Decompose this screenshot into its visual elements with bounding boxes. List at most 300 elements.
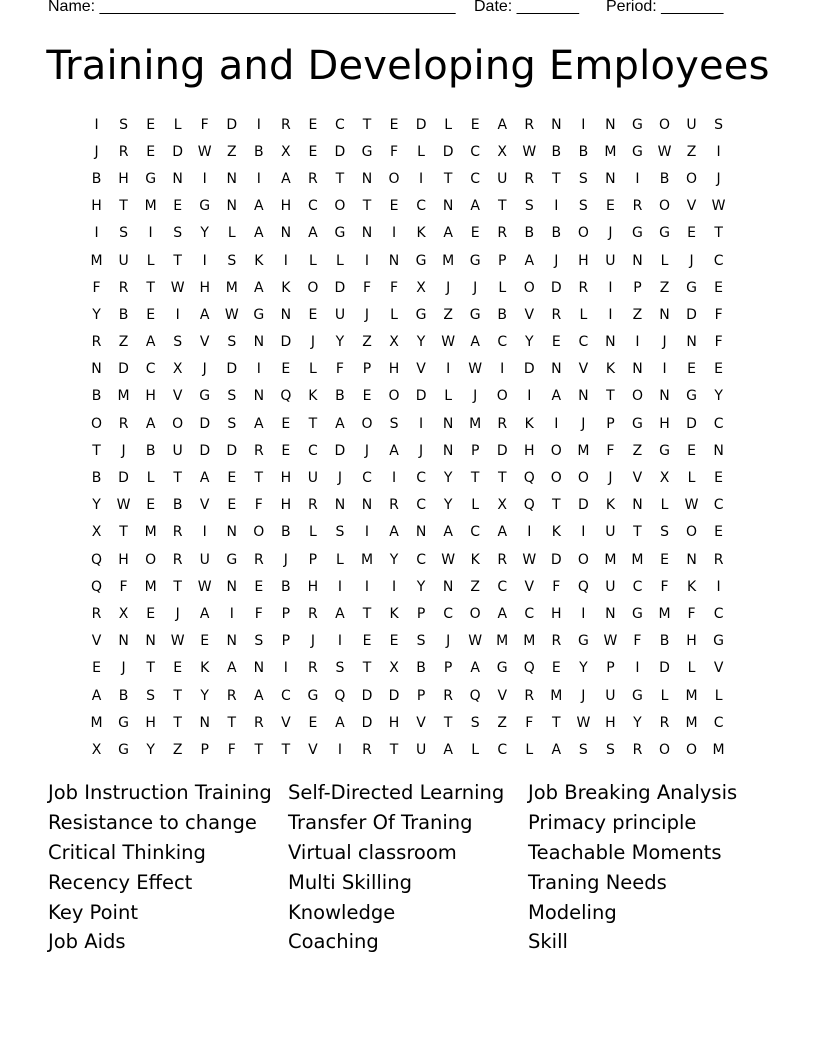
grid-letter: I bbox=[202, 252, 207, 269]
word-list-item: Critical Thinking bbox=[48, 840, 206, 864]
grid-letter: B bbox=[254, 143, 264, 160]
grid-letter: G bbox=[145, 170, 157, 187]
grid-letter: L bbox=[444, 116, 453, 133]
grid-letter: L bbox=[146, 470, 155, 487]
grid-letter: D bbox=[226, 116, 238, 133]
grid-letter: D bbox=[226, 442, 238, 459]
grid-letter: U bbox=[307, 470, 319, 487]
grid-letter: E bbox=[605, 198, 615, 215]
grid-letter: N bbox=[253, 334, 265, 351]
grid-letter: M bbox=[144, 578, 157, 595]
word-list-item: Resistance to change bbox=[48, 810, 257, 834]
grid-letter: B bbox=[91, 170, 102, 187]
grid-letter: E bbox=[254, 578, 264, 595]
grid-letter: V bbox=[416, 714, 426, 731]
grid-letter: C bbox=[470, 524, 481, 541]
grid-letter: L bbox=[687, 470, 696, 487]
grid-letter: T bbox=[362, 660, 372, 677]
grid-letter: A bbox=[199, 306, 210, 323]
grid-letter: J bbox=[121, 660, 126, 677]
grid-letter: W bbox=[576, 714, 591, 731]
grid-letter: C bbox=[416, 198, 426, 215]
grid-letter: L bbox=[525, 741, 534, 758]
grid-letter: O bbox=[172, 415, 184, 432]
grid-letter: R bbox=[280, 116, 291, 133]
grid-letter: B bbox=[551, 225, 562, 242]
grid-letter: H bbox=[91, 198, 102, 215]
date-field: Date: _______ bbox=[474, 0, 579, 15]
grid-letter: I bbox=[527, 524, 532, 541]
grid-letter: L bbox=[714, 687, 723, 704]
grid-letter: F bbox=[390, 279, 399, 296]
grid-letter: S bbox=[146, 687, 156, 704]
grid-letter: M bbox=[360, 551, 374, 568]
grid-letter: I bbox=[391, 470, 397, 487]
grid-letter: Y bbox=[146, 741, 155, 758]
grid-letter: E bbox=[227, 470, 237, 487]
grid-letter: A bbox=[254, 279, 264, 296]
grid-letter: H bbox=[659, 415, 670, 432]
grid-letter: D bbox=[226, 361, 238, 378]
period-field: Period: _______ bbox=[606, 0, 724, 15]
grid-letter: Q bbox=[280, 388, 292, 405]
grid-letter: O bbox=[658, 198, 671, 215]
grid-letter: I bbox=[337, 741, 343, 758]
grid-letter: W bbox=[197, 578, 212, 595]
grid-letter: T bbox=[362, 605, 372, 622]
grid-letter: I bbox=[256, 116, 261, 133]
grid-letter: J bbox=[364, 306, 370, 323]
grid-letter: X bbox=[91, 741, 102, 758]
grid-letter: D bbox=[577, 497, 589, 514]
grid-letter: R bbox=[713, 551, 724, 568]
grid-letter: F bbox=[525, 714, 534, 731]
grid-letter: V bbox=[497, 687, 508, 704]
grid-letter: H bbox=[605, 714, 616, 731]
grid-letter: L bbox=[173, 116, 182, 133]
grid-letter: N bbox=[388, 252, 400, 269]
grid-letter: R bbox=[659, 714, 670, 731]
grid-letter: S bbox=[470, 714, 480, 731]
grid-letter: I bbox=[554, 198, 559, 215]
grid-letter: B bbox=[91, 470, 102, 487]
grid-letter: G bbox=[253, 306, 265, 323]
grid-letter: N bbox=[686, 551, 697, 568]
grid-letter: K bbox=[389, 605, 399, 622]
grid-letter: S bbox=[227, 415, 237, 432]
grid-letter: O bbox=[307, 279, 319, 296]
grid-letter: G bbox=[307, 687, 319, 704]
grid-letter: Z bbox=[118, 334, 129, 351]
grid-letter: V bbox=[199, 497, 210, 514]
grid-letter: Z bbox=[686, 143, 697, 160]
grid-letter: R bbox=[308, 660, 318, 677]
grid-letter: T bbox=[497, 470, 507, 487]
grid-letter: C bbox=[145, 361, 156, 378]
grid-letter: B bbox=[145, 442, 156, 459]
grid-letter: O bbox=[550, 470, 562, 487]
grid-letter: T bbox=[173, 470, 182, 487]
word-list-item: Knowledge bbox=[288, 900, 396, 924]
grid-letter: T bbox=[606, 388, 615, 405]
grid-letter: T bbox=[119, 198, 128, 215]
word-list bbox=[48, 778, 768, 957]
grid-letter: E bbox=[146, 116, 156, 133]
grid-letter: U bbox=[497, 170, 508, 187]
grid-letter: M bbox=[90, 714, 103, 731]
grid-letter: R bbox=[497, 551, 508, 568]
grid-letter: E bbox=[146, 306, 156, 323]
grid-letter: V bbox=[686, 198, 697, 215]
grid-letter: L bbox=[417, 143, 425, 160]
grid-letter: V bbox=[199, 334, 210, 351]
grid-letter: Y bbox=[389, 551, 399, 568]
grid-letter: A bbox=[551, 388, 562, 405]
grid-letter: B bbox=[281, 578, 291, 595]
grid-letter: M bbox=[117, 388, 130, 405]
grid-letter: I bbox=[229, 605, 234, 622]
grid-letter: O bbox=[253, 524, 265, 541]
grid-letter: U bbox=[605, 687, 616, 704]
grid-letter: N bbox=[172, 170, 183, 187]
grid-letter: D bbox=[280, 334, 292, 351]
grid-letter: A bbox=[443, 741, 453, 758]
grid-letter: N bbox=[551, 116, 562, 133]
grid-letter: L bbox=[308, 524, 317, 541]
grid-letter: J bbox=[446, 633, 451, 650]
grid-letter: T bbox=[92, 442, 101, 459]
grid-letter: R bbox=[91, 334, 102, 351]
grid-letter: I bbox=[608, 306, 613, 323]
grid-letter: Q bbox=[523, 660, 535, 677]
grid-letter: E bbox=[173, 660, 183, 677]
grid-letter: Y bbox=[633, 714, 642, 731]
grid-letter: O bbox=[686, 524, 698, 541]
grid-letter: N bbox=[226, 198, 237, 215]
grid-letter: H bbox=[280, 497, 292, 514]
grid-letter: I bbox=[202, 170, 207, 187]
grid-letter: M bbox=[442, 252, 455, 269]
grid-letter: Y bbox=[524, 334, 534, 351]
grid-letter: T bbox=[308, 415, 318, 432]
grid-letter: Q bbox=[469, 687, 481, 704]
grid-letter: O bbox=[145, 551, 157, 568]
grid-letter: H bbox=[578, 252, 589, 269]
grid-letter: G bbox=[632, 605, 643, 622]
grid-letter: P bbox=[416, 687, 426, 704]
grid-letter: Z bbox=[632, 442, 643, 459]
grid-letter: L bbox=[227, 225, 236, 242]
grid-letter: P bbox=[606, 660, 615, 677]
grid-letter: X bbox=[497, 143, 508, 160]
grid-letter: N bbox=[226, 633, 237, 650]
grid-letter: R bbox=[172, 551, 183, 568]
grid-letter: A bbox=[470, 334, 480, 351]
grid-letter: U bbox=[118, 252, 129, 269]
grid-letter: H bbox=[280, 470, 292, 487]
grid-letter: Y bbox=[92, 306, 101, 323]
grid-letter: V bbox=[632, 470, 643, 487]
grid-letter: R bbox=[172, 524, 183, 541]
grid-letter: Z bbox=[632, 306, 643, 323]
grid-letter: M bbox=[658, 605, 671, 622]
grid-letter: T bbox=[281, 741, 291, 758]
grid-letter: R bbox=[524, 170, 535, 187]
grid-letter: R bbox=[226, 687, 237, 704]
grid-letter: I bbox=[419, 415, 424, 432]
grid-letter: N bbox=[361, 170, 373, 187]
grid-letter: D bbox=[496, 442, 508, 459]
grid-letter: J bbox=[364, 442, 370, 459]
grid-letter: C bbox=[362, 470, 372, 487]
grid-letter: O bbox=[577, 470, 589, 487]
worksheet-header bbox=[48, 0, 748, 20]
grid-letter: P bbox=[606, 415, 615, 432]
grid-letter: S bbox=[416, 633, 426, 650]
grid-letter: W bbox=[170, 633, 185, 650]
grid-letter: B bbox=[416, 660, 426, 677]
grid-letter: W bbox=[711, 198, 726, 215]
grid-letter: E bbox=[146, 143, 156, 160]
grid-letter: E bbox=[714, 279, 724, 296]
grid-letter: T bbox=[443, 170, 453, 187]
grid-letter: A bbox=[443, 225, 453, 242]
grid-letter: A bbox=[389, 524, 399, 541]
grid-letter: S bbox=[227, 334, 237, 351]
grid-letter: G bbox=[199, 388, 211, 405]
grid-letter: E bbox=[714, 361, 724, 378]
grid-letter: J bbox=[121, 442, 126, 459]
grid-letter: A bbox=[335, 605, 345, 622]
word-list-item: Multi Skilling bbox=[288, 870, 412, 894]
grid-letter: V bbox=[281, 714, 291, 731]
grid-letter: T bbox=[362, 116, 372, 133]
grid-letter: N bbox=[605, 605, 616, 622]
grid-letter: E bbox=[551, 660, 561, 677]
grid-letter: X bbox=[416, 279, 426, 296]
grid-letter: D bbox=[118, 361, 129, 378]
grid-letter: S bbox=[335, 524, 345, 541]
grid-letter: V bbox=[91, 633, 102, 650]
grid-letter: K bbox=[686, 578, 697, 595]
grid-letter: T bbox=[227, 714, 237, 731]
grid-letter: D bbox=[442, 143, 454, 160]
grid-letter: I bbox=[635, 170, 640, 187]
grid-letter: P bbox=[470, 442, 480, 459]
grid-letter: C bbox=[578, 334, 589, 351]
grid-letter: N bbox=[659, 306, 670, 323]
grid-letter: B bbox=[91, 388, 102, 405]
grid-letter: J bbox=[175, 605, 180, 622]
grid-letter: P bbox=[416, 605, 426, 622]
grid-letter: O bbox=[388, 388, 400, 405]
grid-letter: U bbox=[605, 524, 616, 541]
grid-letter: N bbox=[442, 198, 454, 215]
grid-letter: N bbox=[226, 170, 237, 187]
grid-letter: C bbox=[713, 252, 724, 269]
grid-letter: Y bbox=[92, 497, 101, 514]
grid-letter: I bbox=[94, 225, 99, 242]
grid-letter: L bbox=[146, 252, 155, 269]
grid-letter: E bbox=[714, 524, 724, 541]
grid-letter: W bbox=[468, 633, 483, 650]
grid-letter: W bbox=[441, 551, 456, 568]
grid-letter: J bbox=[283, 551, 288, 568]
grid-letter: L bbox=[660, 252, 669, 269]
grid-letter: J bbox=[608, 470, 613, 487]
grid-letter: C bbox=[280, 687, 291, 704]
grid-letter: N bbox=[713, 442, 724, 459]
grid-letter: O bbox=[686, 170, 698, 187]
grid-letter: W bbox=[684, 497, 699, 514]
grid-letter: U bbox=[172, 442, 183, 459]
grid-letter: X bbox=[497, 497, 508, 514]
name-field: Name: ________________________________________ bbox=[48, 0, 456, 15]
letter-grid bbox=[83, 111, 732, 764]
grid-letter: Y bbox=[200, 225, 209, 242]
grid-letter: N bbox=[280, 306, 292, 323]
grid-letter: I bbox=[500, 361, 505, 378]
grid-letter: O bbox=[496, 388, 508, 405]
grid-letter: E bbox=[470, 225, 480, 242]
grid-letter: T bbox=[173, 714, 182, 731]
grid-letter: D bbox=[388, 687, 400, 704]
grid-letter: L bbox=[687, 660, 696, 677]
grid-letter: A bbox=[281, 170, 291, 187]
grid-letter: D bbox=[686, 415, 697, 432]
grid-letter: N bbox=[253, 660, 265, 677]
grid-letter: K bbox=[308, 388, 318, 405]
grid-letter: G bbox=[469, 252, 481, 269]
grid-letter: A bbox=[470, 198, 480, 215]
grid-letter: I bbox=[283, 252, 288, 269]
grid-letter: E bbox=[389, 116, 399, 133]
grid-letter: V bbox=[172, 388, 183, 405]
grid-letter: A bbox=[254, 225, 264, 242]
grid-letter: P bbox=[633, 279, 642, 296]
grid-letter: T bbox=[443, 714, 453, 731]
grid-letter: A bbox=[145, 415, 156, 432]
grid-letter: G bbox=[415, 306, 427, 323]
grid-letter: J bbox=[419, 442, 424, 459]
grid-letter: I bbox=[716, 578, 721, 595]
grid-letter: G bbox=[469, 306, 481, 323]
grid-letter: E bbox=[227, 497, 237, 514]
grid-letter: I bbox=[419, 170, 424, 187]
grid-letter: T bbox=[552, 714, 561, 731]
grid-letter: F bbox=[390, 143, 399, 160]
grid-letter: E bbox=[146, 497, 156, 514]
grid-letter: G bbox=[496, 660, 508, 677]
grid-letter: E bbox=[173, 198, 183, 215]
word-list-item: Job Breaking Analysis bbox=[528, 781, 738, 804]
grid-letter: C bbox=[470, 143, 481, 160]
grid-letter: O bbox=[550, 442, 562, 459]
grid-letter: E bbox=[146, 605, 156, 622]
grid-letter: D bbox=[199, 442, 211, 459]
grid-letter: R bbox=[551, 306, 562, 323]
grid-letter: C bbox=[443, 605, 454, 622]
grid-letter: B bbox=[335, 388, 345, 405]
grid-letter: Z bbox=[497, 714, 508, 731]
grid-letter: E bbox=[389, 198, 399, 215]
grid-letter: A bbox=[389, 442, 399, 459]
word-list-item: Coaching bbox=[288, 930, 379, 954]
grid-letter: I bbox=[608, 279, 613, 296]
grid-letter: B bbox=[551, 143, 562, 160]
grid-letter: C bbox=[497, 741, 508, 758]
grid-letter: J bbox=[581, 415, 586, 432]
grid-letter: P bbox=[281, 605, 291, 622]
grid-letter: R bbox=[118, 415, 129, 432]
grid-letter: Z bbox=[172, 741, 183, 758]
grid-letter: N bbox=[118, 633, 129, 650]
grid-letter: I bbox=[391, 578, 397, 595]
grid-letter: S bbox=[119, 116, 129, 133]
grid-letter: K bbox=[254, 252, 264, 269]
word-list-item: Recency Effect bbox=[48, 870, 193, 894]
grid-letter: W bbox=[197, 143, 212, 160]
grid-letter: L bbox=[308, 361, 317, 378]
grid-letter: I bbox=[662, 361, 667, 378]
grid-letter: V bbox=[713, 660, 724, 677]
grid-letter: S bbox=[227, 388, 237, 405]
grid-letter: R bbox=[118, 279, 129, 296]
grid-letter: V bbox=[308, 741, 318, 758]
grid-letter: M bbox=[685, 687, 698, 704]
grid-letter: R bbox=[497, 225, 508, 242]
word-list-item: Transfer Of Traning bbox=[288, 810, 473, 834]
grid-letter: I bbox=[527, 388, 532, 405]
grid-letter: T bbox=[497, 198, 507, 215]
grid-letter: F bbox=[254, 605, 263, 622]
grid-letter: C bbox=[713, 714, 724, 731]
grid-letter: A bbox=[335, 714, 345, 731]
grid-letter: F bbox=[92, 279, 101, 296]
grid-letter: D bbox=[118, 470, 129, 487]
grid-letter: J bbox=[689, 252, 694, 269]
word-list-item: Modeling bbox=[528, 900, 617, 924]
grid-letter: G bbox=[334, 225, 346, 242]
grid-letter: I bbox=[446, 361, 451, 378]
grid-letter: H bbox=[118, 170, 129, 187]
grid-letter: G bbox=[118, 741, 129, 758]
grid-letter: G bbox=[686, 388, 697, 405]
grid-letter: R bbox=[524, 116, 535, 133]
grid-letter: L bbox=[336, 252, 344, 269]
grid-letter: N bbox=[415, 524, 427, 541]
grid-letter: R bbox=[362, 741, 372, 758]
grid-letter: N bbox=[686, 334, 697, 351]
grid-letter: O bbox=[577, 225, 589, 242]
grid-letter: F bbox=[660, 578, 669, 595]
grid-letter: G bbox=[632, 116, 643, 133]
grid-letter: T bbox=[254, 741, 264, 758]
grid-letter: W bbox=[522, 143, 537, 160]
grid-letter: A bbox=[254, 198, 264, 215]
grid-letter: F bbox=[200, 116, 209, 133]
grid-letter: G bbox=[659, 442, 670, 459]
grid-letter: B bbox=[524, 225, 535, 242]
grid-letter: A bbox=[335, 415, 345, 432]
grid-letter: A bbox=[443, 524, 453, 541]
grid-letter: X bbox=[91, 524, 102, 541]
grid-letter: A bbox=[497, 116, 508, 133]
grid-letter: B bbox=[281, 524, 291, 541]
word-list-item: Virtual classroom bbox=[288, 840, 457, 864]
grid-letter: M bbox=[90, 252, 103, 269]
grid-letter: Y bbox=[416, 334, 426, 351]
